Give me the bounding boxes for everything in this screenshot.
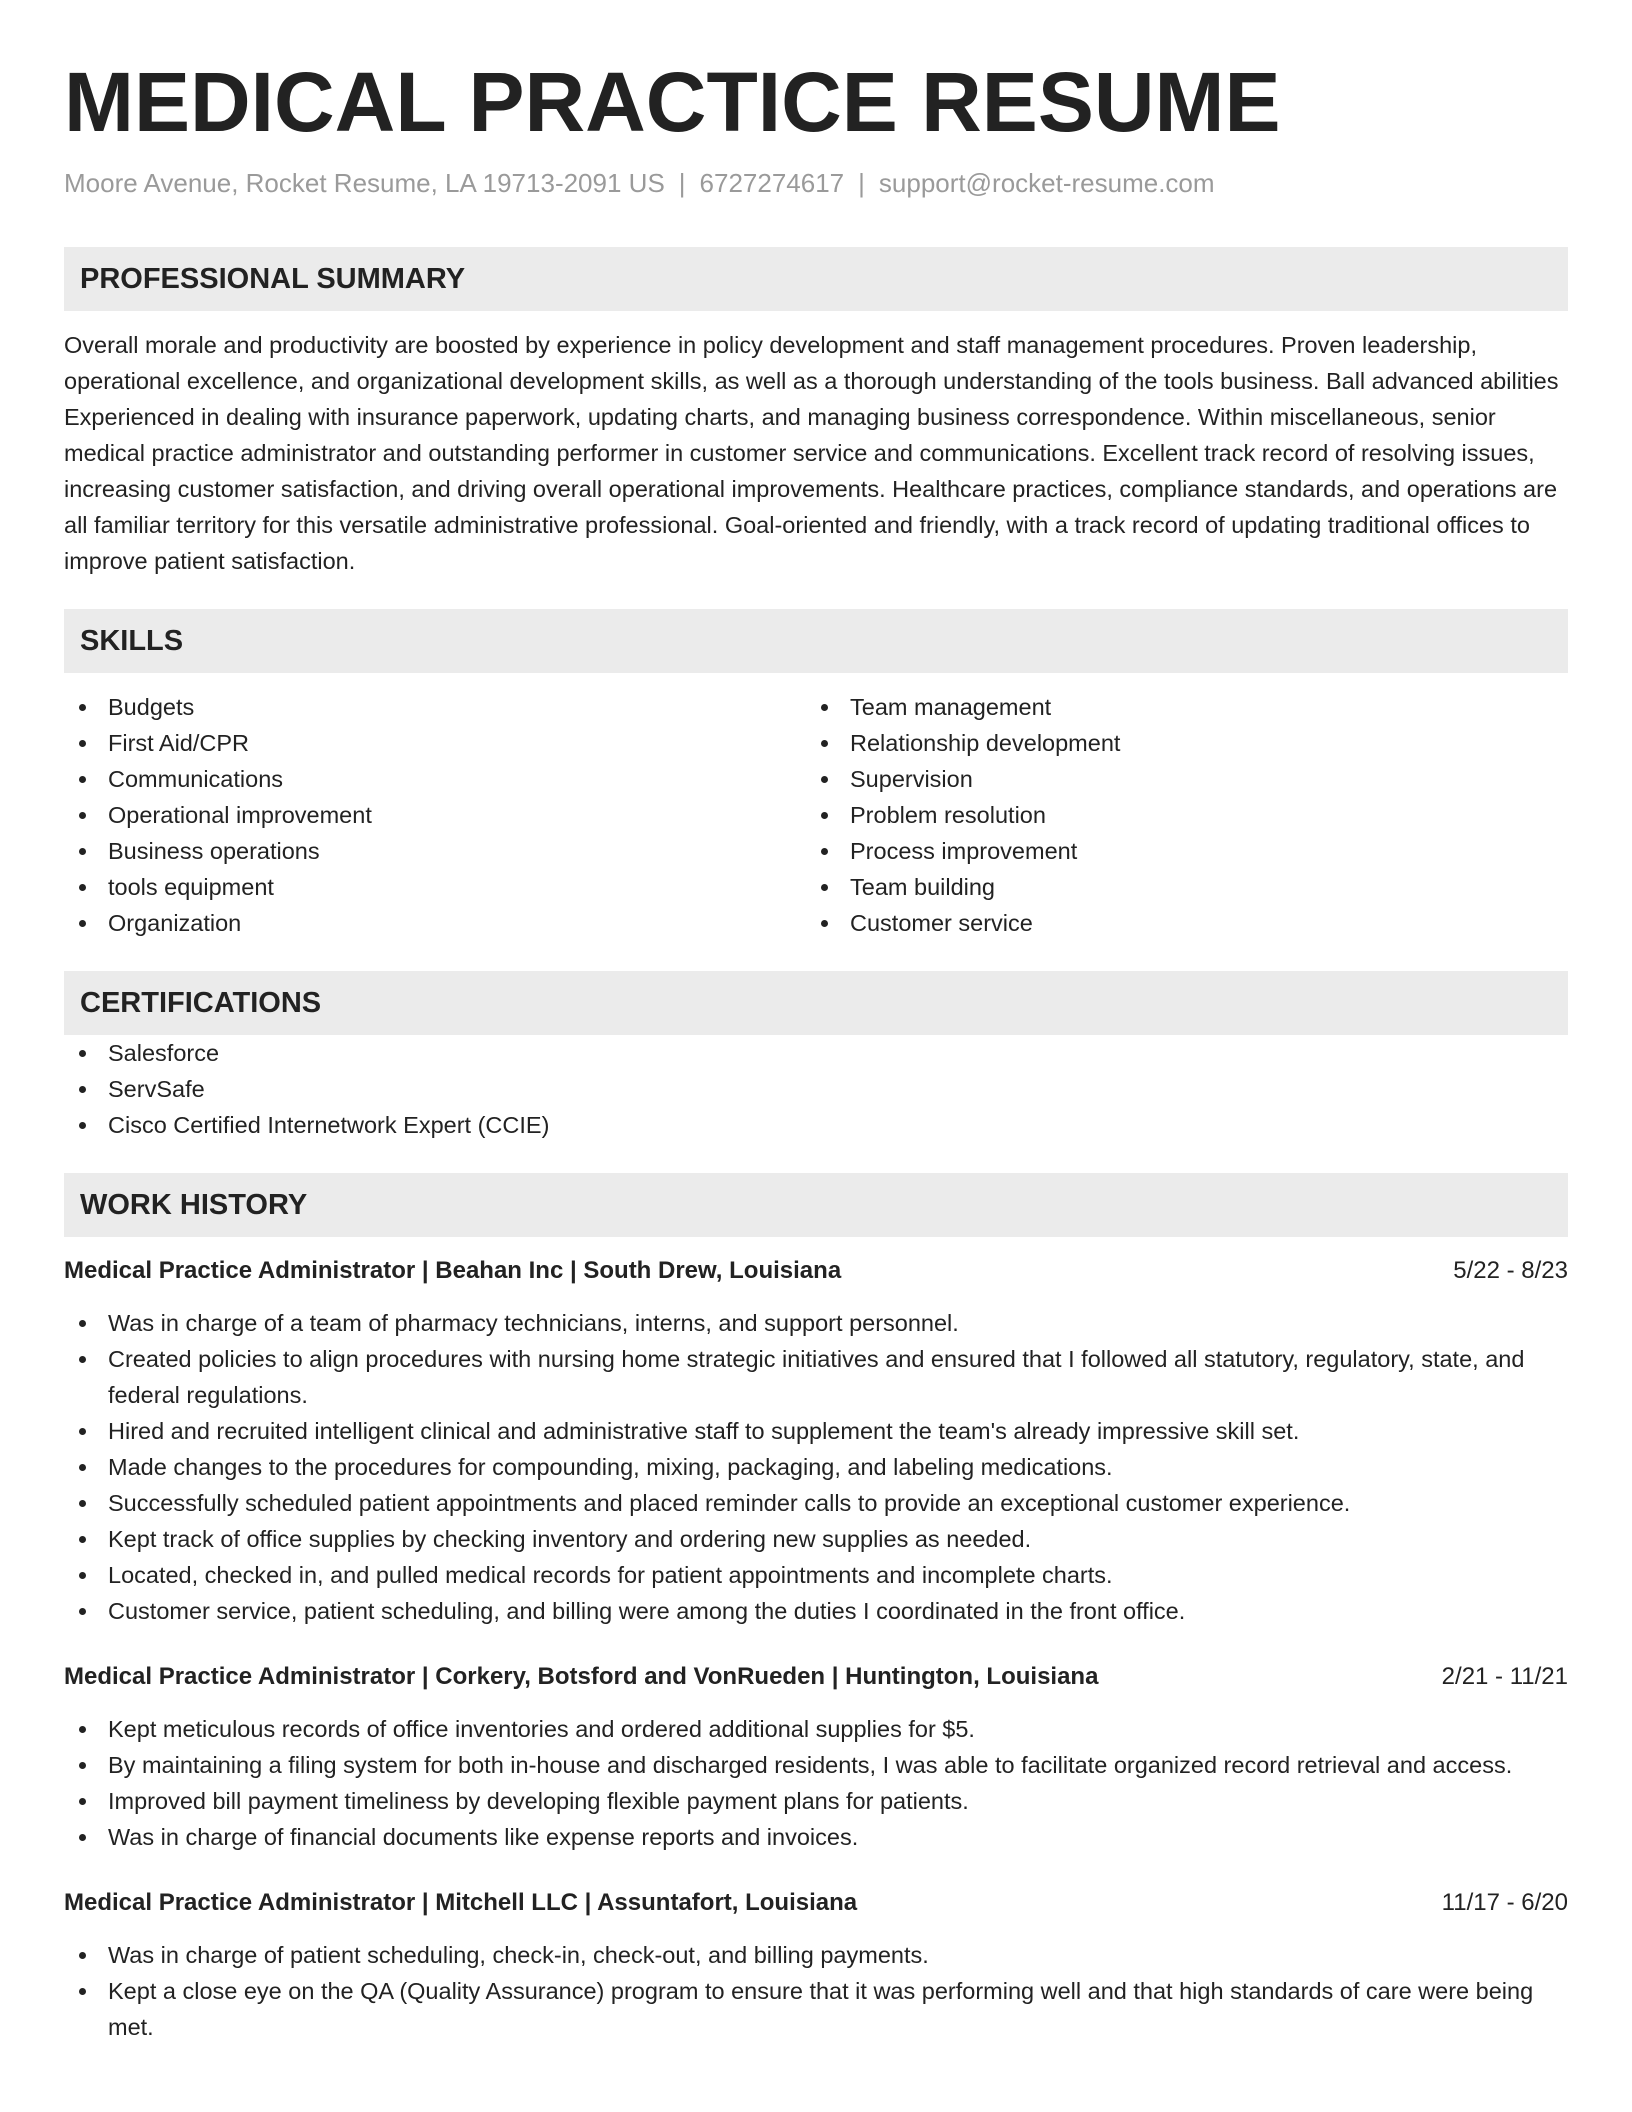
skill-item: Problem resolution <box>806 797 1548 833</box>
skill-item: Business operations <box>64 833 806 869</box>
resume-page <box>64 0 1568 2045</box>
job-duty-item: Located, checked in, and pulled medical records for patient appointments and incomplete charts. <box>64 1557 1568 1593</box>
skill-item: Budgets <box>64 689 806 725</box>
skill-item: Process improvement <box>806 833 1548 869</box>
job-entry <box>64 1253 1568 1629</box>
skills-grid <box>64 689 1568 941</box>
job-entry <box>64 1659 1568 1855</box>
job-title: Medical Practice Administrator | Beahan Inc | South Drew, Louisiana <box>64 1257 842 1284</box>
summary-text: Overall morale and productivity are boosted by experience in policy development and staff management procedures. Proven leadership, operational excellence, and organizational development skills, as well as a thorough understanding of the tools business. Ball advanced abilities Experienced in dealing with insurance paperwork, updating charts, and managing business correspondence. Within miscellaneous, senior medical practice administrator and outstanding performer in customer service and communications. Excellent track record of resolving issues, increasing customer satisfaction, and driving overall operational improvements. Healthcare practices, compliance standards, and operations are all familiar territory for this versatile administrative professional. Goal-oriented and friendly, with a track record of updating traditional offices to improve patient satisfaction. <box>64 332 1559 574</box>
skill-item: Team building <box>806 869 1548 905</box>
skill-item: First Aid/CPR <box>64 725 806 761</box>
skills-left-column <box>64 689 806 941</box>
resume-title: MEDICAL PRACTICE RESUME <box>64 55 1281 149</box>
contact-separator: | <box>678 168 686 198</box>
skill-item: Supervision <box>806 761 1548 797</box>
skill-item: Team management <box>806 689 1548 725</box>
job-duty-item: Kept track of office supplies by checking inventory and ordering new supplies as needed. <box>64 1521 1568 1557</box>
certifications-heading: CERTIFICATIONS <box>64 971 1568 1035</box>
job-duty-item: Customer service, patient scheduling, and billing were among the duties I coordinated in the front office. <box>64 1593 1568 1629</box>
job-duties-list <box>64 1937 1568 2045</box>
summary-heading: PROFESSIONAL SUMMARY <box>64 247 1568 311</box>
job-duty-item: Improved bill payment timeliness by developing flexible payment plans for patients. <box>64 1783 1568 1819</box>
job-duty-item: Was in charge of a team of pharmacy technicians, interns, and support personnel. <box>64 1305 1568 1341</box>
job-duty-item: Was in charge of financial documents like expense reports and invoices. <box>64 1819 1568 1855</box>
skills-heading: SKILLS <box>64 609 1568 673</box>
job-duty-item: Successfully scheduled patient appointments and placed reminder calls to provide an exceptional customer experience. <box>64 1485 1568 1521</box>
job-duty-item: Hired and recruited intelligent clinical and administrative staff to supplement the team's already impressive skill set. <box>64 1413 1568 1449</box>
job-header <box>64 1253 1568 1289</box>
job-duty-item: Kept a close eye on the QA (Quality Assurance) program to ensure that it was performing well and that high standards of care were being met. <box>64 1973 1568 2045</box>
contact-line <box>64 168 1568 199</box>
contact-email: support@rocket-resume.com <box>878 168 1215 198</box>
contact-phone: 6727274617 <box>699 168 845 198</box>
job-dates: 5/22 - 8/23 <box>1453 1257 1568 1284</box>
job-entry <box>64 1885 1568 2045</box>
job-duty-item: Made changes to the procedures for compounding, mixing, packaging, and labeling medications. <box>64 1449 1568 1485</box>
job-dates: 2/21 - 11/21 <box>1441 1663 1568 1690</box>
certification-item: Salesforce <box>64 1035 1568 1071</box>
job-duties-list <box>64 1305 1568 1629</box>
job-header <box>64 1885 1568 1921</box>
skill-item: Communications <box>64 761 806 797</box>
skill-item: Operational improvement <box>64 797 806 833</box>
job-title: Medical Practice Administrator | Corkery, Botsford and VonRueden | Huntington, Louisiana <box>64 1663 1099 1690</box>
contact-address: Moore Avenue, Rocket Resume, LA 19713-2091 US <box>64 168 665 198</box>
work-history-list <box>64 1253 1568 2045</box>
job-duty-item: Was in charge of patient scheduling, check-in, check-out, and billing payments. <box>64 1937 1568 1973</box>
job-duty-item: Kept meticulous records of office inventories and ordered additional supplies for $5. <box>64 1711 1568 1747</box>
work-history-heading: WORK HISTORY <box>64 1173 1568 1237</box>
certification-item: Cisco Certified Internetwork Expert (CCIE) <box>64 1107 1568 1143</box>
skill-item: Organization <box>64 905 806 941</box>
job-duty-item: Created policies to align procedures with nursing home strategic initiatives and ensured that I followed all statutory, regulatory, state, and federal regulations. <box>64 1341 1568 1413</box>
job-dates: 11/17 - 6/20 <box>1441 1889 1568 1916</box>
certifications-list <box>64 1035 1568 1143</box>
job-header <box>64 1659 1568 1695</box>
job-title: Medical Practice Administrator | Mitchell LLC | Assuntafort, Louisiana <box>64 1889 858 1916</box>
skill-item: Relationship development <box>806 725 1548 761</box>
job-duties-list <box>64 1711 1568 1855</box>
skill-item: tools equipment <box>64 869 806 905</box>
contact-separator: | <box>858 168 865 198</box>
skills-right-column <box>806 689 1548 941</box>
skill-item: Customer service <box>806 905 1548 941</box>
certification-item: ServSafe <box>64 1071 1568 1107</box>
job-duty-item: By maintaining a filing system for both in-house and discharged residents, I was able to facilitate organized record retrieval and access. <box>64 1747 1568 1783</box>
